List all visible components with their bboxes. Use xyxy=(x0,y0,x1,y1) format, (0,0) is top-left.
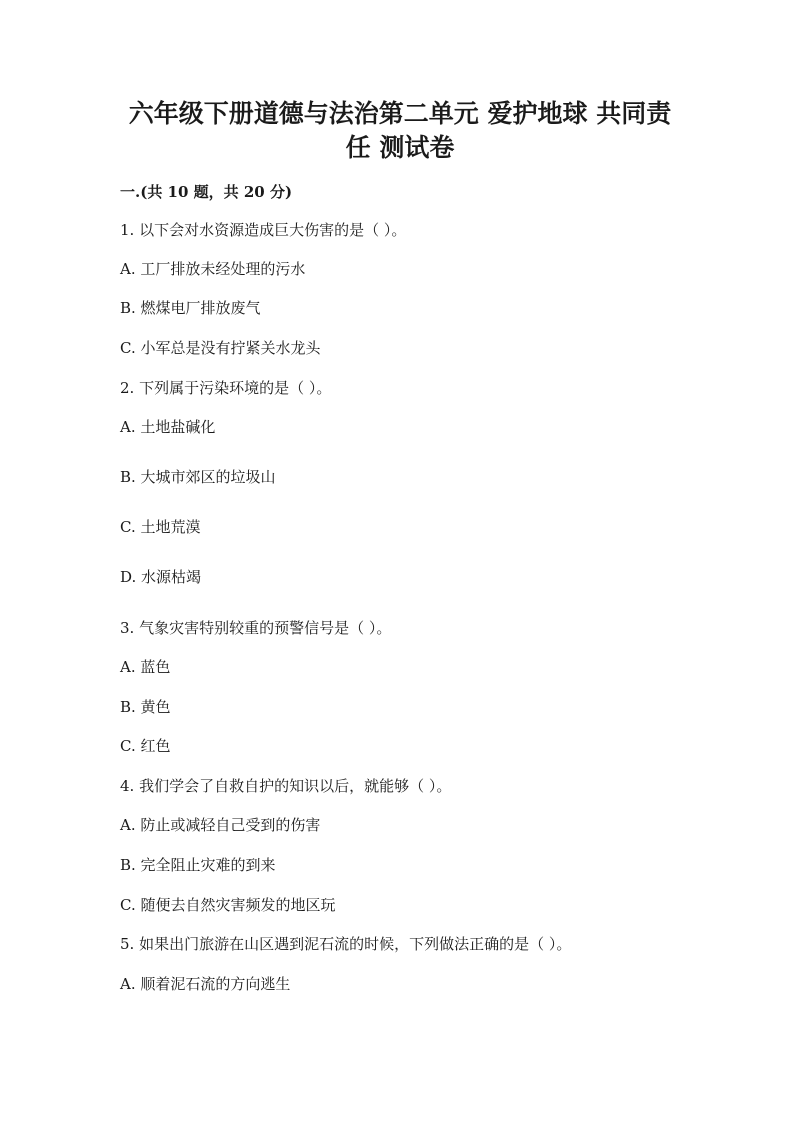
question-1-stem: 1. 以下会对水资源造成巨大伤害的是（ ）。 xyxy=(120,221,407,239)
question-2-stem: 2. 下列属于污染环境的是（ ）。 xyxy=(120,379,332,397)
question-4-option-a: A. 防止或减轻自己受到的伤害 xyxy=(120,816,321,834)
question-3-option-b: B. 黄色 xyxy=(120,698,171,716)
question-1-option-a: A. 工厂排放未经处理的污水 xyxy=(120,260,306,278)
page-title-line-1: 六年级下册道德与法治第二单元 爱护地球 共同责 xyxy=(128,99,672,128)
question-2-option-b: B. 大城市郊区的垃圾山 xyxy=(120,468,276,486)
question-1-option-c: C. 小军总是没有拧紧关水龙头 xyxy=(120,339,321,357)
question-5-stem: 5. 如果出门旅游在山区遇到泥石流的时候，下列做法正确的是（ ）。 xyxy=(120,935,572,953)
question-5-option-a: A. 顺着泥石流的方向逃生 xyxy=(120,975,291,993)
question-1-option-b: B. 燃煤电厂排放废气 xyxy=(120,299,261,317)
question-3-option-c: C. 红色 xyxy=(120,737,171,755)
question-4-option-c: C. 随便去自然灾害频发的地区玩 xyxy=(120,896,336,914)
question-2-option-c: C. 土地荒漠 xyxy=(120,518,201,536)
page-title-line-2: 任 测试卷 xyxy=(345,133,455,162)
question-3-option-a: A. 蓝色 xyxy=(120,658,171,676)
question-4-stem: 4. 我们学会了自救自护的知识以后，就能够（ ）。 xyxy=(120,777,452,795)
question-3-stem: 3. 气象灾害特别较重的预警信号是（ ）。 xyxy=(120,619,392,637)
question-2-option-d: D. 水源枯竭 xyxy=(120,568,202,586)
section-heading: 一.(共 10 题，共 20 分) xyxy=(120,183,293,201)
question-4-option-b: B. 完全阻止灾难的到来 xyxy=(120,856,276,874)
question-2-option-a: A. 土地盐碱化 xyxy=(120,418,216,436)
